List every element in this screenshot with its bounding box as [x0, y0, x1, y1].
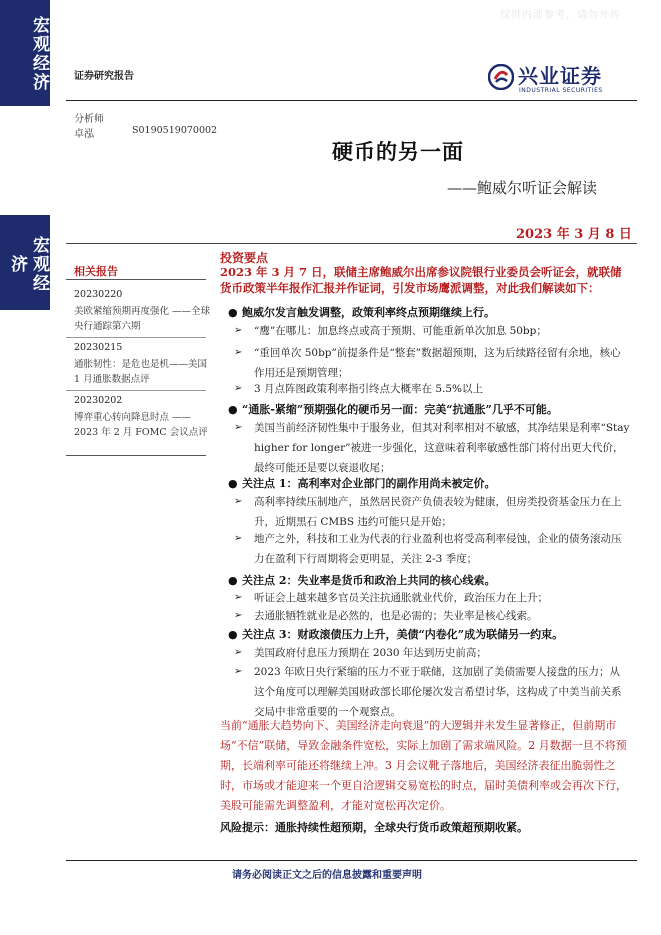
arrow-icon: ➢	[234, 422, 243, 433]
sub-point-text: 去通胀牺牲就业是必然的，也是必需的；失业率是核心线索。	[254, 610, 538, 622]
arrow-icon: ➢	[234, 647, 243, 658]
sub-point	[234, 418, 630, 478]
sub-point	[234, 492, 630, 532]
key-point	[228, 476, 628, 491]
key-point-title: 鲍威尔发言触发调整，政策利率终点预期继续上行。	[242, 306, 495, 319]
key-point-title: 关注点 3：财政滚债压力上升，美债“内卷化”成为联储另一约束。	[242, 628, 564, 641]
sub-point	[234, 379, 630, 399]
analyst-id: S0190519070002	[132, 125, 218, 136]
related-divider	[66, 279, 206, 280]
logo-text-cn: 兴业证券	[518, 64, 602, 88]
report-date: 2023 年 3 月 8 日	[516, 227, 632, 242]
sub-point	[234, 343, 630, 383]
sub-point-text: 美国政府付息压力预期在 2030 年达到历史前高；	[254, 647, 487, 659]
key-point-title: 关注点 1：高利率对企业部门的副作用尚未被定价。	[242, 477, 496, 490]
bullet-icon: ●	[228, 403, 238, 416]
investment-points-heading: 投资要点	[220, 251, 269, 265]
sub-point	[234, 606, 630, 626]
sub-point-text: 3 月点阵图政策利率指引终点大概率在 5.5%以上	[254, 383, 484, 395]
sub-point-text: 2023 年欧日央行紧缩的压力不亚于联储，这加剧了美债需要人接盘的压力；从这个角度可以理解美国财政部长耶伦屡次发言希望讨华，这构成了中美当前关系交局中非常重要的一个观察点。	[254, 666, 622, 718]
watermark: 仅供内部参考，请勿外传	[500, 10, 621, 21]
analyst-label: 分析师	[74, 114, 104, 125]
related-report-date: 20230202	[74, 395, 123, 406]
footer-disclaimer: 请务必阅读正文之后的信息披露和重要声明	[232, 870, 422, 881]
sub-point	[234, 321, 630, 341]
risk-warning: 风险提示：通胀持续性超预期，全球央行货币政策超预期收紧。	[220, 821, 528, 834]
related-report-date: 20230220	[74, 289, 123, 300]
arrow-icon: ➢	[234, 533, 243, 544]
logo-text-en: INDUSTRIAL SECURITIES	[519, 87, 603, 94]
bullet-icon: ●	[228, 306, 238, 319]
sidebar-top-band	[0, 0, 50, 106]
header-divider	[66, 100, 637, 101]
related-bottom-divider	[66, 455, 206, 456]
arrow-icon: ➢	[234, 666, 243, 677]
sub-point	[234, 529, 630, 569]
key-point-title: 关注点 2：失业率是货币和政治上共同的核心线索。	[242, 574, 496, 587]
company-logo	[488, 60, 638, 100]
arrow-icon: ➢	[234, 610, 243, 621]
sub-point	[234, 588, 630, 608]
key-point	[228, 402, 628, 417]
report-type: 证券研究报告	[74, 71, 134, 82]
analyst-name: 卓泓	[74, 129, 94, 140]
related-report-link[interactable]: 通胀韧性：是危也是机——美国 1 月通胀数据点评	[74, 359, 208, 385]
sub-point-text: 地产之外，科技和工业为代表的行业盈利也将受高利率侵蚀，企业的债务滚动压力在盈利下行周期将会更明显，关注 2-3 季度；	[254, 533, 622, 565]
related-report-date: 20230215	[74, 342, 123, 353]
arrow-icon: ➢	[234, 496, 243, 507]
sub-point-text: 高利率持续压制地产，虽然居民资产负债表较为健康，但房类投资基金压力在上升，近期黑石 CMBS 违约可能只是开始；	[254, 496, 622, 528]
bullet-icon: ●	[228, 628, 238, 641]
bullet-icon: ●	[228, 477, 238, 490]
sub-point	[234, 662, 630, 722]
related-reports-heading: 相关报告	[74, 265, 118, 278]
sub-point-text: “鹰”在哪儿：加息终点或高于预期、可能重新单次加息 50bp；	[254, 325, 547, 337]
sub-point-text: “重回单次 50bp”前提条件是“整套”数据超预期，这为后续路径留有余地，核心作用还是预期管理；	[254, 347, 621, 379]
arrow-icon: ➢	[234, 325, 243, 336]
report-subtitle: ——鲍威尔听证会解读	[447, 179, 598, 197]
related-report-link[interactable]: 博弈重心转向降息时点 ——2023 年 2 月 FOMC 会议点评	[74, 412, 208, 438]
key-point	[228, 305, 628, 320]
sub-point-text: 听证会上越来越多官员关注抗通胀就业代价，政治压力在上升；	[254, 592, 548, 604]
sub-point	[234, 643, 630, 663]
key-point-title: “通胀-紧缩”预期强化的硬币另一面：完美“抗通胀”几乎不可能。	[242, 403, 558, 416]
arrow-icon: ➢	[234, 592, 243, 603]
date-divider	[66, 243, 637, 244]
sidebar-mid-band	[0, 215, 50, 310]
key-point	[228, 573, 628, 588]
key-point	[228, 627, 628, 642]
report-title: 硬币的另一面	[332, 139, 464, 164]
arrow-icon: ➢	[234, 347, 243, 358]
sidebar-top-label: 宏观经济	[29, 16, 49, 92]
related-separator	[66, 390, 206, 391]
bullet-icon: ●	[228, 574, 238, 587]
sidebar-mid-label: 宏观经济	[7, 236, 49, 293]
arrow-icon: ➢	[234, 383, 243, 394]
conclusion-paragraph: 当前“通胀大趋势向下、美国经济走向衰退”的大逻辑并未发生显著修正，但前期市场“不信”联储，导致金融条件宽松，实际上加剧了需求端风险。2 月数据一旦不将预期，长端利率可能还将继续上冲。3 月会议靴子落地后，美国经济表征出脆弱性之时，市场或才能迎来一个更自洽逻辑交易宽松的时点，届时美债利率或会再次下行，美股可能需先调整盈利，才能对宽松再次定价。	[220, 719, 627, 812]
footer-divider	[66, 860, 637, 861]
intro-paragraph: 2023 年 3 月 7 日，联储主席鲍威尔出席参议院银行业委员会听证会，就联储货币政策半年报作汇报并作证词，引发市场鹰派调整，对此我们解读如下：	[220, 265, 622, 295]
sub-point-text: 美国当前经济韧性集中于服务业，但其对利率相对不敏感，其净结果是利率“Stay higher for longer”被进一步强化，这意味着利率敏感性部门将付出更大代价，最终可能还是要以衰退收尾；	[254, 422, 630, 474]
related-report-link[interactable]: 美欧紧缩预期再度强化 ——全球央行通踪第六期	[74, 306, 211, 332]
logo-mark-icon	[488, 64, 514, 90]
related-separator	[66, 337, 206, 338]
